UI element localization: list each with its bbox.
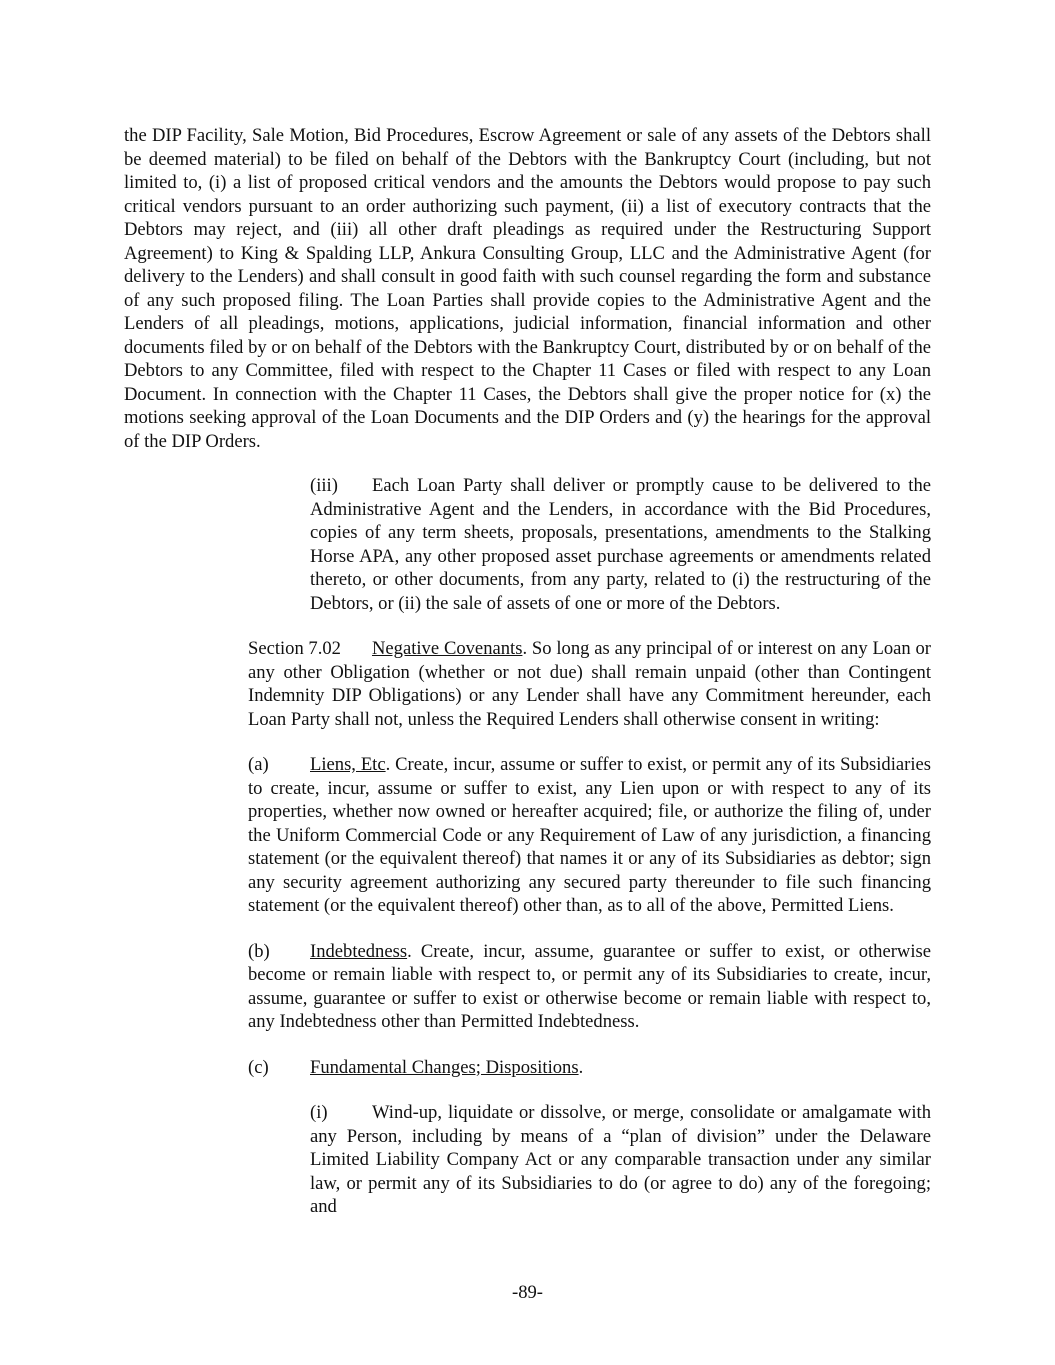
item-b-heading: Indebtedness — [310, 940, 408, 962]
section-text: . So long as any principal of or interest on any Loan or any other Obligation (whether or not due) shall remain unpaid (other than Contingent Indemnity DIP Obligations) or any Lender shall have any Commitment hereunder, each Loan Party shall not, unless the Required Lenders shall otherwise consent in writing: — [248, 638, 931, 730]
page-number: -89- — [512, 1282, 543, 1303]
item-c-marker: (c) — [248, 1056, 269, 1078]
item-a-text: . Create, incur, assume or suffer to exist, or permit any of its Subsidiaries to create, incur, assume or suffer to exist, any Lien upon or with respect to any of its properties, whether now owned or hereafter acquired; file, or authorize the filing of, under the Uniform Commercial Code or any Requirement of Law of any jurisdiction, a financing statement (or the equivalent thereof) that names it or any of its Subsidiaries as debtor; sign any security agreement authorizing any secured party thereunder to file such financing statement (or the equivalent thereof) other than, as to all of the above, Permitted Liens. — [248, 754, 931, 916]
item-c-paragraph — [124, 1056, 931, 1080]
item-iii-text: Each Loan Party shall deliver or promptly cause to be delivered to the Administrative Agent and the Lenders, in accordance with the Bid Procedures, copies of any term sheets, proposals, presentations, amendments to the Stalking Horse APA, any other proposed asset purchase agreements or amendments related thereto, or other documents, from any party, related to (i) the restructuring of the Debtors, or (ii) the sale of assets of one or more of the Debtors. — [310, 475, 931, 614]
item-c-heading: Fundamental Changes; Dispositions — [310, 1056, 579, 1078]
section-7-02-paragraph — [124, 637, 931, 731]
item-c-text: . — [578, 1056, 584, 1078]
item-a-heading: Liens, Etc — [310, 754, 386, 775]
item-iii-paragraph — [124, 474, 931, 615]
item-c-i-paragraph — [124, 1101, 931, 1219]
section-number: Section 7.02 — [248, 638, 341, 659]
document-page — [124, 124, 931, 1241]
item-iii-marker: (iii) — [310, 475, 338, 496]
item-b-text: . Create, incur, assume, guarantee or suffer to exist, or otherwise become or remain liable with respect to, or permit any of its Subsidiaries to create, incur, assume, guarantee or suffer to exist or otherwise become or remain liable with respect to, any Indebtedness other than Permitted Indebtedness. — [248, 940, 931, 1032]
item-a-marker: (a) — [248, 754, 269, 775]
continuation-paragraph: the DIP Facility, Sale Motion, Bid Procedures, Escrow Agreement or sale of any assets of the Debtors shall be deemed material) to be filed on behalf of the Debtors with the Bankruptcy Court (including, but not limited to, (i) a list of proposed critical vendors and the amounts the Debtors would propose to pay such critical vendors pursuant to an order authorizing such payment, (ii) a list of executory contracts that the Debtors may reject, and (iii) all other draft pleadings as required under the Restructuring Support Agreement) to King & Spalding LLP, Ankura Consulting Group, LLC and the Administrative Agent (for delivery to the Lenders) and shall consult in good faith with such counsel regarding the form and substance of any such proposed filing. The Loan Parties shall provide copies to the Administrative Agent and the Lenders of all pleadings, motions, applications, judicial information, financial information and other documents filed by or on behalf of the Debtors with the Bankruptcy Court, distributed by or on behalf of the Debtors to any Committee, filed with respect to the Chapter 11 Cases or filed with respect to any Loan Document. In connection with the Chapter 11 Cases, the Debtors shall give the proper notice for (x) the motions seeking approval of the Loan Documents and the DIP Orders and (y) the hearings for the approval of the DIP Orders. — [124, 125, 931, 452]
item-c-i-marker: (i) — [310, 1102, 328, 1123]
item-c-i-text: Wind-up, liquidate or dissolve, or merge, consolidate or amalgamate with any Person, including by means of a “plan of division” under the Delaware Limited Liability Company Act or any comparable transaction under any similar law, or permit any of its Subsidiaries to do (or agree to do) any of the foregoing; and — [310, 1102, 931, 1217]
item-b-paragraph — [124, 940, 931, 1034]
section-heading: Negative Covenants — [372, 638, 523, 659]
item-a-paragraph — [124, 753, 931, 918]
item-b-marker: (b) — [248, 940, 270, 962]
